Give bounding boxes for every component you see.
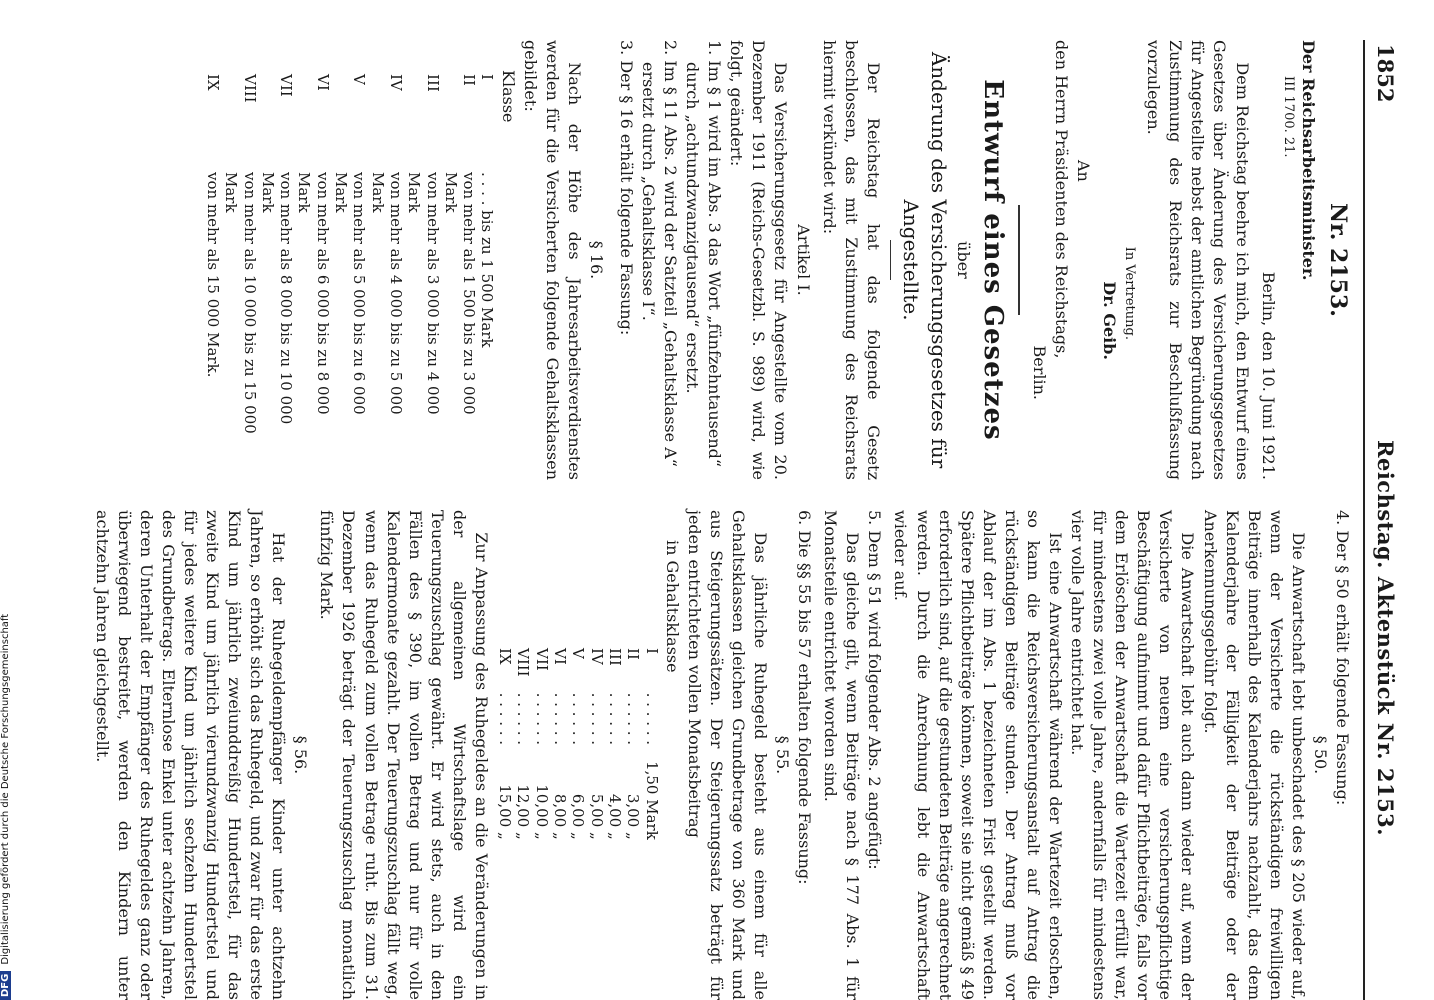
salary-range: von mehr als 4 000 bis zu 5 000 Mark bbox=[368, 172, 405, 415]
rate-class: VIII bbox=[514, 648, 533, 677]
rate-row bbox=[606, 640, 624, 848]
rate-leader: . . . . . . bbox=[496, 692, 515, 746]
salary-range: von mehr als 10 000 bis zu 15 000 Mark bbox=[222, 172, 259, 434]
rate-value: 4,00 „ bbox=[605, 793, 624, 840]
right-column bbox=[91, 510, 1354, 1000]
rate-leader: . . . . . . bbox=[624, 692, 643, 746]
address-city: Berlin. bbox=[1029, 345, 1049, 400]
rate-class: II bbox=[624, 648, 643, 660]
rate-row bbox=[642, 640, 660, 848]
rate-class: I bbox=[642, 648, 661, 654]
paragraph-55-teuerung: Zur Anpassung des Ruhegeldes an die Veränderungen in der allgemeinen Wirtschaftslage wird ein Teuerungszuschlag gewährt. Er wird stets, auch in den Fällen des § 390, im vollen Betrag und nur für volle Kalendermonate gezahlt. Der Teuerungszuschlag fällt weg, wenn das Ruhegeld zum vollen Betrage ruht. Bis zum 31. Dezember 1926 beträgt der Teuerungszuschlag monatlich fünfzig Mark. bbox=[317, 510, 491, 1000]
klasse-label: Klasse bbox=[498, 70, 518, 123]
rate-class: VI bbox=[551, 648, 570, 665]
salary-class-table bbox=[204, 70, 497, 450]
rate-row bbox=[624, 640, 642, 848]
rate-row bbox=[587, 640, 605, 848]
salary-class: III bbox=[423, 74, 442, 92]
rate-value: 1,50 Mark bbox=[642, 761, 661, 840]
rate-class: IV bbox=[587, 648, 606, 665]
cover-letter: Dem Reichstag beehre ich mich, den Entwurf eines Gesetzes über Änderung des Versicherungsgesetzes für Angestellte nebst der amtlichen Begründung nach Zustimmung des Reichsrats zur Beschlußfassung vorzulegen. bbox=[1144, 40, 1252, 480]
rate-leader: . . . . . . bbox=[569, 692, 588, 746]
amendment-2: 2. Im § 11 Abs. 2 wird der Satzteil „Gehaltsklasse A“ ersetzt durch „Gehaltsklasse I“. bbox=[638, 40, 681, 467]
salary-class: IV bbox=[386, 74, 405, 91]
rate-value: 10,00 „ bbox=[532, 784, 551, 840]
rate-leader: . . . . . . bbox=[532, 692, 551, 746]
salary-range: . . . . bis zu 1 500 Mark bbox=[478, 172, 497, 348]
rate-value: 5,00 „ bbox=[587, 793, 606, 840]
salary-class: II bbox=[460, 74, 479, 86]
paragraph-50-heading: § 50. bbox=[1310, 735, 1330, 775]
amendment-5: 5. Dem § 51 wird folgender Abs. 2 angefügt: bbox=[865, 510, 885, 870]
credit-text: Digitalisierung gefördert durch die Deutsche Forschungsgemeinschaft bbox=[0, 613, 11, 965]
paragraph-16-text: Nach der Höhe des Jahresarbeitsverdienstes werden für die Versicherten folgende Gehaltsklassen gebildet: bbox=[520, 40, 584, 480]
rate-leader: . . . . . . bbox=[605, 692, 624, 746]
document-number: Nr. 2153. bbox=[1325, 203, 1351, 317]
rate-row bbox=[514, 640, 532, 848]
bill-subtitle: Änderung des Versicherungsgesetzes für Angestellte. bbox=[899, 51, 951, 469]
salary-class: VII bbox=[277, 74, 296, 97]
artikel-text: Das Versicherungsgesetz für Angestellte vom 20. Dezember 1911 (Reichs-Gesetzbl. S. 989) wird, wie folgt, geändert: bbox=[727, 40, 791, 480]
sender: Der Reichsarbeitsminister. bbox=[1298, 40, 1318, 281]
paragraph-51-text: Das gleiche gilt, wenn Beiträge nach § 177 Abs. 1 für Monatsteile entrichtet worden sind. bbox=[821, 510, 863, 1000]
rate-value: 12,00 „ bbox=[514, 784, 533, 840]
amendment-4: 4. Der § 50 erhält folgende Fassung: bbox=[1333, 510, 1352, 806]
rate-class: III bbox=[605, 648, 624, 666]
rate-leader: . . . . . . bbox=[551, 692, 570, 746]
salary-class: I bbox=[478, 74, 497, 80]
artikel-heading: Artikel I. bbox=[793, 224, 813, 296]
salary-class: V bbox=[350, 74, 369, 85]
running-title: Reichstag. Aktenstück Nr. 2153. bbox=[1373, 440, 1398, 837]
rate-class: VII bbox=[532, 648, 551, 671]
rate-value: 15,00 „ bbox=[496, 784, 515, 840]
salary-range: von mehr als 3 000 bis zu 4 000 Mark bbox=[405, 172, 442, 415]
paragraph-50-text-1: Die Anwartschaft lebt unbeschadet des § 205 wieder auf, wenn der Versicherte die rückständigen freiwilligen Beiträge innerhalb des Kalenderjahrs nachzahlt, das dem Kalenderjahre der Fälligkeit der Beiträge oder der Anerkennungsgebühr folgt. bbox=[1200, 510, 1308, 1000]
paragraph-56-text: Hat der Ruhegeldempfänger Kinder unter achtzehn Jahren, so erhöht sich das Ruhegeld, und zwar für das erste Kind um jährlich zweiunddreißig Hundertstel, für das zweite Kind um jährlich vierundzwanzig Hundertstel und für jedes weitere Kind um jährlich sechzehn Hundertstel des Grundbetrags. Elternlose Enkel unter achtzehn Jahren, deren Unterhalt der Empfänger des Ruhegeldes ganz oder überwiegend bestreitet, werden den Kindern unter achtzehn Jahren gleichgestellt. bbox=[92, 510, 289, 1000]
address-line: den Herrn Präsidenten des Reichstags, bbox=[1052, 40, 1072, 359]
bill-ueber: über bbox=[954, 241, 974, 279]
salary-row bbox=[405, 70, 442, 450]
paragraph-16-heading: § 16. bbox=[586, 240, 606, 280]
address-an: An bbox=[1074, 160, 1094, 182]
rate-table bbox=[496, 640, 661, 848]
rate-value: 8,00 „ bbox=[551, 793, 570, 840]
salary-row bbox=[295, 70, 332, 450]
salary-class: VIII bbox=[240, 74, 259, 103]
paragraph-50-text-3: Ist eine Anwartschaft während der Wartezeit erloschen, so kann die Reichsversicherungsanstalt auf Antrag die rückständigen Beiträge stunden. Der Antrag muß vor Ablauf der im Abs. 1 bezeichneten Frist gestellt werden. Spätere Pflichtbeiträge können, soweit sie nicht gemäß § 49 erforderlich sind, auf die gestundeten Beiträge angerechnet werden. Durch die Anrechnung lebt die Anwartschaft wieder auf. bbox=[891, 510, 1065, 1000]
salary-row bbox=[332, 70, 369, 450]
salary-row bbox=[442, 70, 479, 450]
digitization-credit bbox=[0, 0, 18, 1000]
rate-row bbox=[569, 640, 587, 848]
divider bbox=[1018, 205, 1020, 315]
rate-leader: . . . . . . bbox=[642, 692, 661, 746]
in-vertretung: In Vertretung. bbox=[1122, 246, 1138, 340]
paragraph-50-text-2: Die Anwartschaft lebt auch dann wieder auf, wenn der Versicherte von neuem eine versicherungspflichtige Beschäftigung aufnimmt und dafür Pflichtbeiträge, falls vor dem Erlöschen der Anwartschaft die Wartezeit erfüllt war, für mindestens zwei volle Jahre, andernfalls für mindestens vier volle Jahre entrichtet hat. bbox=[1068, 510, 1198, 1000]
amendment-1: 1. Im § 1 wird im Abs. 3 das Wort „fünfzehntausend“ durch „achtundzwanzigtausend“ ersetzt. bbox=[683, 40, 725, 468]
paragraph-56-heading: § 56. bbox=[291, 735, 311, 775]
salary-row bbox=[478, 70, 496, 450]
salary-row bbox=[259, 70, 296, 450]
gehaltsklasse-label: in Gehaltsklasse bbox=[662, 540, 682, 673]
dateline: Berlin, den 10. Juni 1921. bbox=[1258, 271, 1278, 480]
salary-class: VI bbox=[313, 74, 332, 91]
reference-number: III 1700. 21. bbox=[1280, 76, 1296, 158]
salary-row bbox=[204, 70, 222, 450]
paragraph-55-heading: § 55. bbox=[773, 735, 793, 775]
rate-value: 6,00 „ bbox=[569, 793, 588, 840]
rate-leader: . . . . . . bbox=[514, 692, 533, 746]
rate-row bbox=[496, 640, 514, 848]
short-divider bbox=[890, 240, 891, 280]
rate-row bbox=[533, 640, 551, 848]
running-header bbox=[1363, 40, 1405, 1000]
paragraph-55-text: Das jährliche Ruhegeld besteht aus einem für alle Gehaltsklassen gleichen Grundbetrage von 360 Mark und aus Steigerungssätzen. Der Steigerungssatz beträgt für jeden entrichteten vollen Monatsbeitrag bbox=[684, 510, 770, 1000]
enacting-clause: Der Reichstag hat das folgende Gesetz beschlossen, das mit Zustimmung des Reichsrats hiermit verkündet wird: bbox=[819, 40, 883, 480]
rate-value: 3,00 „ bbox=[624, 793, 643, 840]
salary-range: von mehr als 15 000 Mark. bbox=[203, 172, 222, 378]
rate-class: IX bbox=[496, 648, 515, 665]
salary-class: IX bbox=[203, 74, 222, 91]
signature: Dr. Geib. bbox=[1100, 281, 1120, 360]
salary-row bbox=[368, 70, 405, 450]
rotated-document bbox=[92, 40, 1405, 1000]
rate-row bbox=[551, 640, 569, 848]
amendment-3: 3. Der § 16 erhält folgende Fassung: bbox=[616, 40, 636, 336]
page-number: 1852 bbox=[1373, 44, 1398, 103]
dfg-logo: DFG bbox=[0, 971, 11, 1000]
salary-range: von mehr als 8 000 bis zu 10 000 Mark bbox=[258, 172, 296, 425]
salary-row bbox=[222, 70, 259, 450]
amendment-6: 6. Die §§ 55 bis 57 erhalten folgende Fassung: bbox=[795, 510, 815, 885]
rate-class: V bbox=[569, 648, 588, 659]
rate-leader: . . . . . . bbox=[587, 692, 606, 746]
salary-range: von mehr als 6 000 bis zu 8 000 Mark bbox=[295, 172, 332, 415]
salary-range: von mehr als 5 000 bis zu 6 000 Mark bbox=[332, 172, 369, 415]
bill-title: Entwurf eines Gesetzes bbox=[977, 79, 1008, 441]
salary-range: von mehr als 1 500 bis zu 3 000 Mark bbox=[441, 172, 479, 415]
left-column bbox=[204, 40, 1353, 480]
